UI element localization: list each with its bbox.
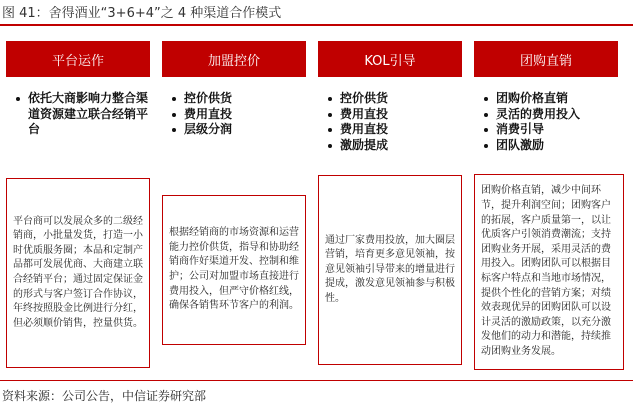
column-platform [6, 41, 150, 138]
bullet-item: 消费引导 [482, 122, 618, 138]
source-divider [0, 380, 633, 381]
column-group-purchase [474, 41, 618, 153]
description-box-kol [318, 175, 462, 365]
description-text: 根据经销商的市场资源和运营能力控价供货，指导和协助经销商作好渠道开发、控制和维护；公司对加盟市场直接进行费用投入，但严守价格红线，确保各销售环节客户的利润。 [169, 227, 299, 312]
bullet-item: 激励提成 [326, 138, 462, 154]
figure-title: 图 41：舍得酒业“3+6+4”之 4 种渠道合作模式 [2, 6, 282, 21]
title-divider [0, 24, 633, 26]
bullet-item: 控价供货 [170, 91, 306, 107]
bullet-item: 费用直投 [326, 107, 462, 123]
description-box-group-purchase [474, 174, 624, 370]
bullet-list-platform [6, 91, 150, 138]
bullet-item: 团队激励 [482, 138, 618, 154]
column-header-kol: KOL引导 [318, 41, 462, 77]
bullet-item: 费用直投 [170, 107, 306, 123]
bullet-item: 灵活的费用投入 [482, 107, 618, 123]
description-text: 平台商可以发展众多的二级经销商，小批量发货，打造一小时优质服务圈；本品和定制产品都可发展优商、大商建立联合经销平台；通过固定保证金的形式与客户签订合作协议，年终按照股金比例进行分红，但必须顺价销售，控量供货。 [13, 215, 143, 329]
description-text: 通过厂家费用投放，加大圈层营销，培育更多意见领袖，按意见领袖引导带来的增量进行提成，激发意见领袖参与积极性。 [325, 234, 455, 304]
column-header-franchise: 加盟控价 [162, 41, 306, 77]
bullet-item: 控价供货 [326, 91, 462, 107]
description-box-platform [6, 178, 150, 368]
bullet-item: 依托大商影响力整合渠道资源建立联合经销平台 [14, 91, 150, 138]
bullet-list-franchise [162, 91, 306, 138]
bullet-item: 层级分润 [170, 122, 306, 138]
bullet-item: 团购价格直销 [482, 91, 618, 107]
column-header-group-purchase: 团购直销 [474, 41, 618, 77]
source-note: 资料来源：公司公告，中信证券研究部 [2, 389, 207, 403]
column-kol [318, 41, 462, 153]
column-franchise [162, 41, 306, 138]
description-text: 团购价格直销，减少中间环节，提升利润空间；团购客户的拓展，客户质量第一，以让优质客户引领消费潮流；支持团购业务开展，采用灵活的费用投入。团购团队可以根据目标客户特点和当地市场情况，提供个性化的营销方案；对绩效表现优异的团购团队可以设计灵活的激励政策，以充分激发他们的动力和潜能，持续推动团购业务发展。 [481, 185, 611, 357]
bullet-list-kol [318, 91, 462, 153]
bullet-item: 费用直投 [326, 122, 462, 138]
description-box-franchise [162, 195, 306, 345]
bullet-list-group-purchase [474, 91, 618, 153]
column-header-platform: 平台运作 [6, 41, 150, 77]
